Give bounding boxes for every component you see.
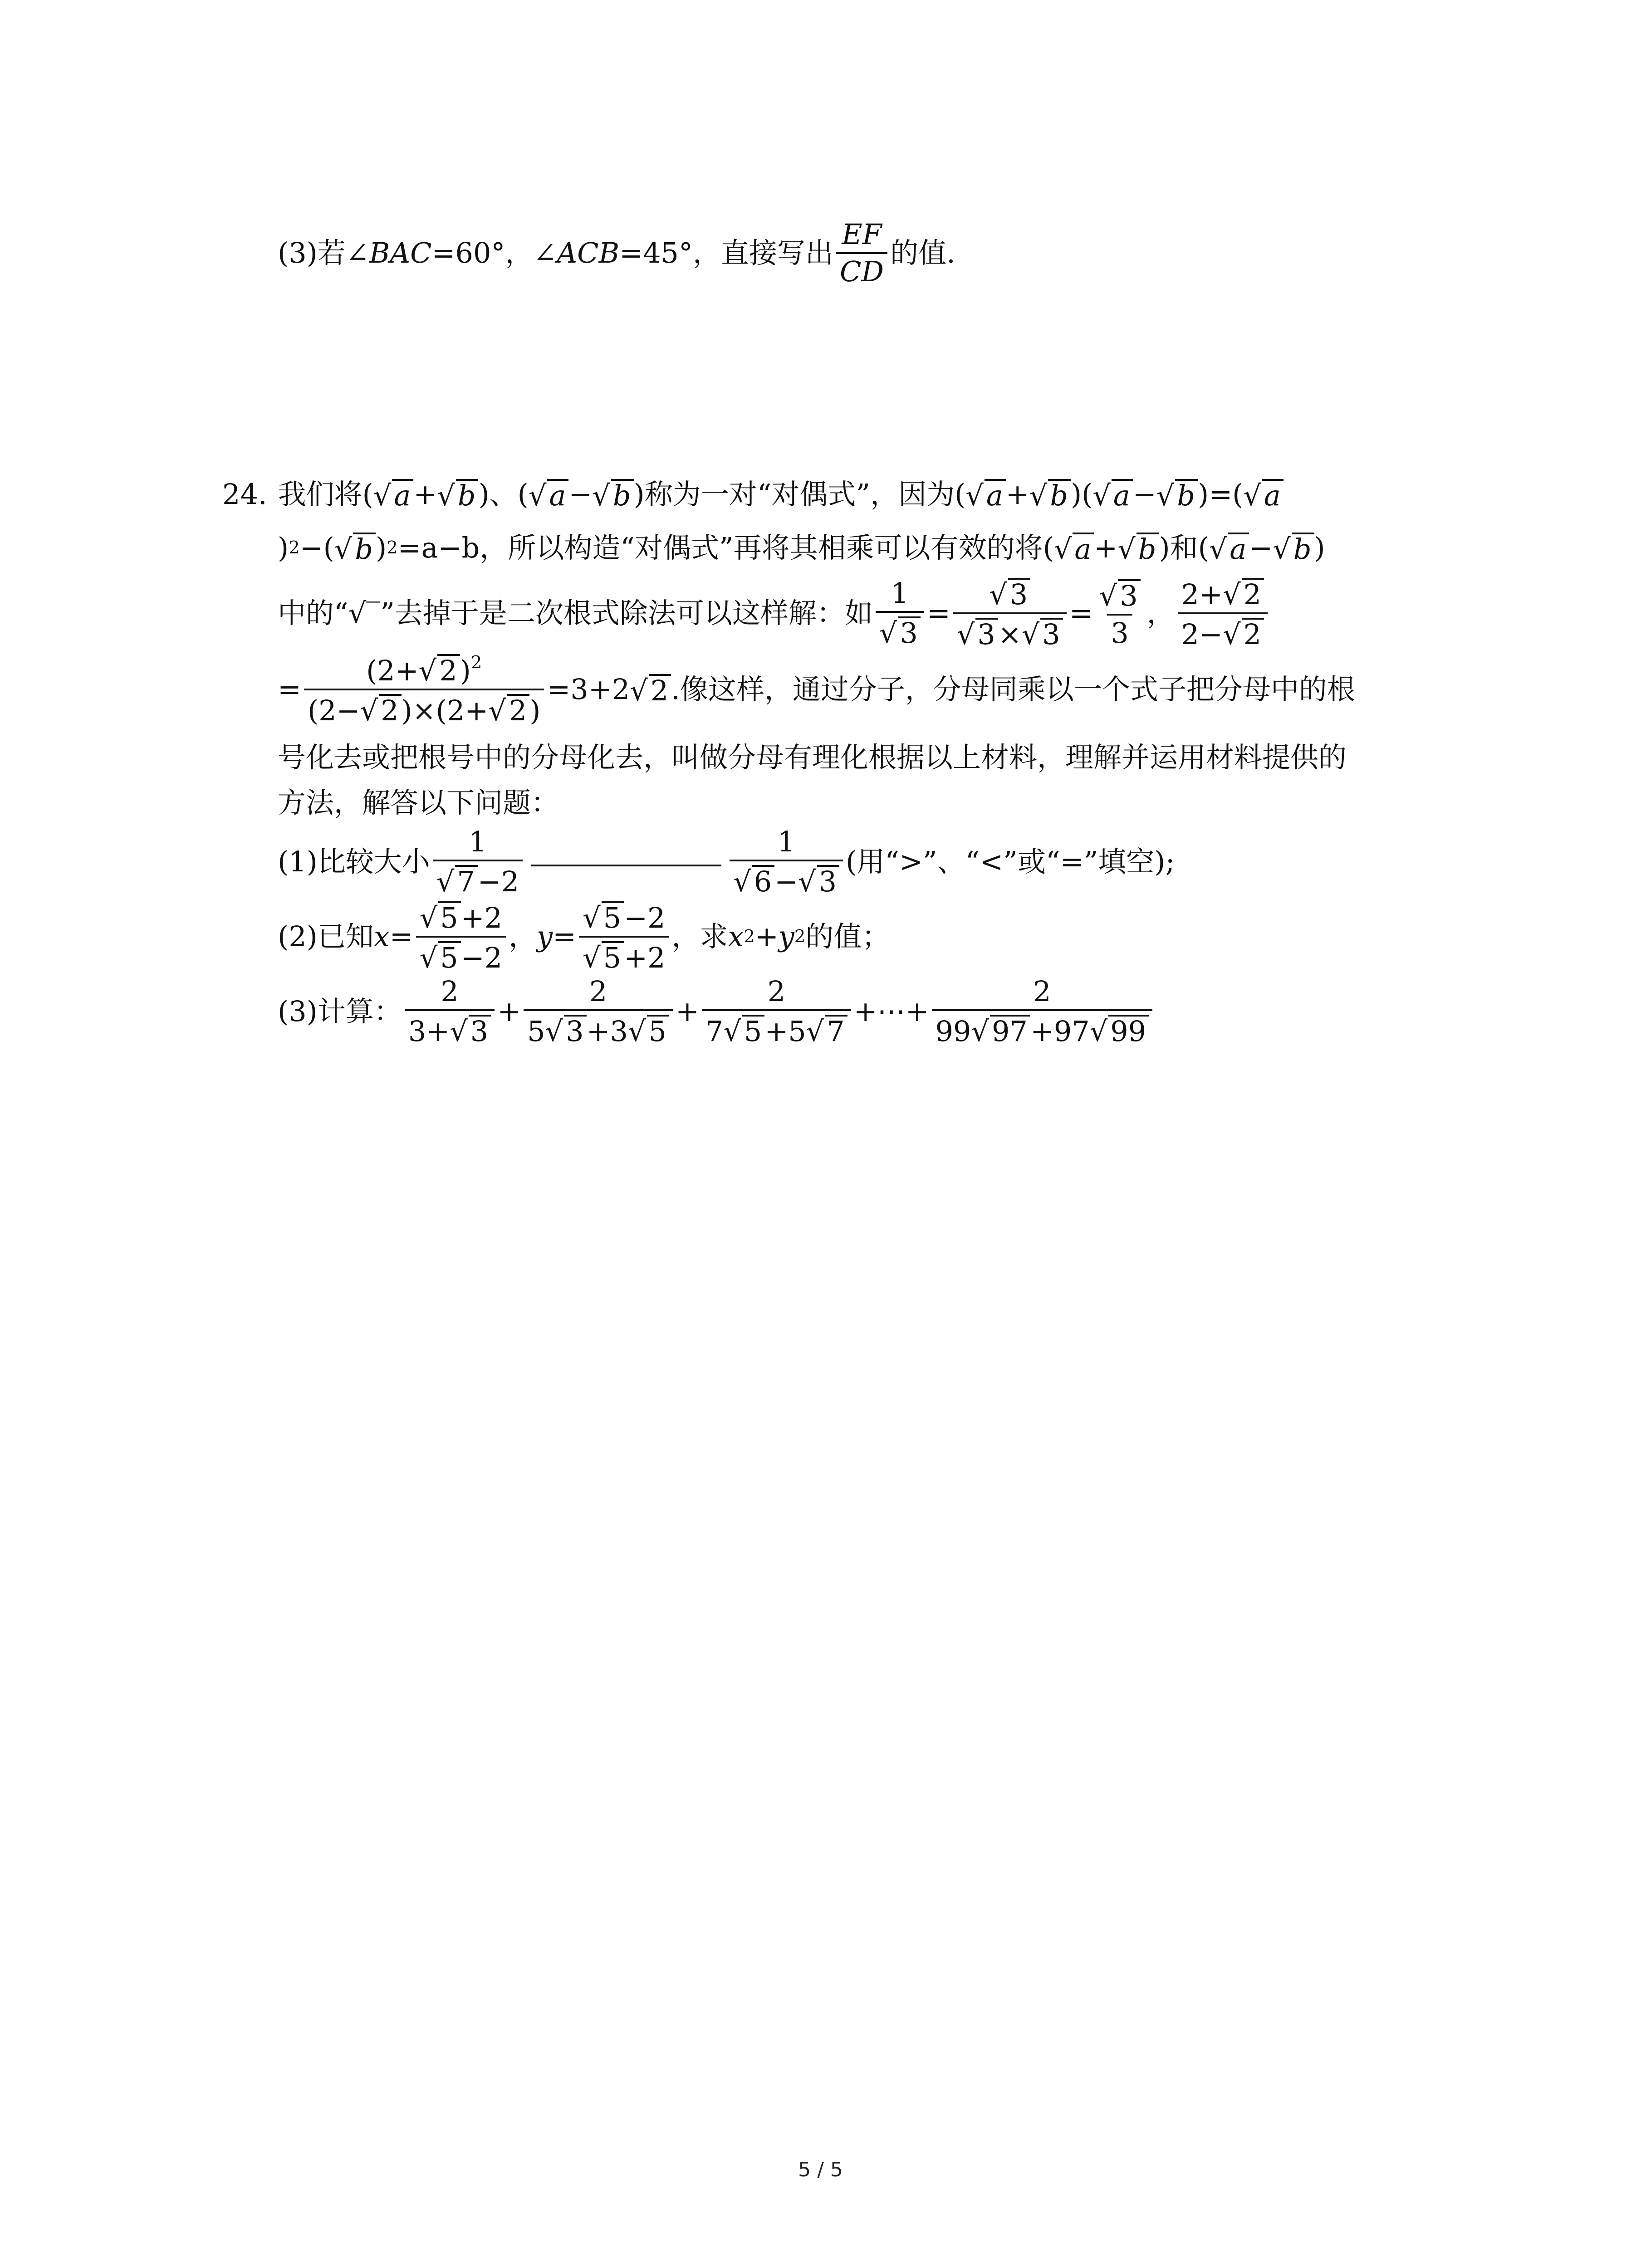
fraction-1-over-sqrt6-minus-sqrt3 [730,825,843,898]
q24-text: ) [278,531,289,564]
numerator: (2+ √ 2 )$^2$ [366,652,482,687]
fraction-y [579,901,669,972]
term: ) [529,694,541,727]
sqrt-b: √ b [1117,533,1159,563]
q24-part3 [278,971,1155,1052]
radicand: 6 [752,865,774,896]
radicand: a [392,479,413,510]
term: −2 [460,941,503,974]
operator: = [1069,596,1093,630]
radicand: 5 [647,1015,669,1046]
term: +2 [624,941,666,974]
operator: + [675,995,699,1028]
sqrt-b: √ b [1273,533,1314,563]
radicand: a [985,479,1006,510]
page-number: 5 / 5 [798,2158,843,2181]
radicand: a [1112,479,1133,510]
operator: + [1005,478,1029,511]
q24-text: .像这样，通过分子，分母同乘以一个式子把分母中的根 [671,673,1355,706]
radicand: 5 [742,1015,764,1046]
term: +97 [1030,1015,1090,1048]
radicand: 2 [649,674,671,705]
operator: − [568,478,593,511]
q24-line3 [278,572,1270,654]
fraction-2plus-sqrt2-over-2minus-sqrt2 [1178,578,1268,649]
radicand: b [456,479,479,510]
sqrt-a: √ a [1092,479,1132,510]
denominator: 99 √ 97 +97 √ 99 [932,1009,1153,1046]
numerator: 2 [441,975,459,1008]
q24-text: 的值； [805,920,890,953]
radicand: b [1292,533,1314,563]
q23-text: =45°，直接写出 [619,236,833,269]
numerator: 1 [777,825,795,858]
radicand: 2 [1242,618,1264,649]
q24-text: =a−b，所以构造“对偶式”再将其相乘可以有效的将( [397,531,1054,564]
answer-blank[interactable] [531,865,721,866]
term: (2− [307,694,360,727]
denominator: √ 3 × √ 3 [953,612,1067,649]
exponent: 2 [794,926,806,947]
operator: = [553,920,577,953]
q24-line1 [222,476,1283,513]
part-label: (2)已知 [278,920,374,953]
radicand: 2 [379,694,401,725]
term: −2 [624,901,666,934]
radicand: 3 [1008,578,1030,609]
term: −2 [477,865,519,898]
fraction-rationalization [304,654,544,725]
variable-y: y [778,920,794,953]
radicand: b [1175,479,1198,510]
operator: = [926,596,950,630]
radicand: 99 [1108,1015,1149,1046]
q23-text: 的值. [890,236,955,269]
exponent: 2 [289,537,300,558]
numerator: EF [842,218,882,251]
numerator: 2 [767,975,786,1008]
q24-text: ) [376,531,387,564]
radicand: 5 [602,941,624,972]
denominator: 5 √ 3 +3 √ 5 [524,1009,673,1046]
radicand: 3 [469,1015,491,1046]
operator: + [413,478,437,511]
denominator: √ 5 −2 [416,936,506,972]
denominator: √ 7 −2 [433,860,523,896]
question-number: 24. [222,478,267,511]
operator: × [998,618,1022,651]
numerator: 2 [589,975,607,1008]
q24-text: ，求 [671,920,728,953]
exponent: 2 [470,652,482,673]
numerator: 2 [1033,975,1051,1008]
q24-text: =3+2 [547,673,630,706]
q24-line6: 方法，解答以下问题： [278,786,559,819]
numerator: 1 [469,825,487,858]
variable-x: x [373,920,390,953]
operator: + [1094,531,1118,564]
radicand: b [611,479,634,510]
sqrt-a: √ a [965,479,1005,510]
denominator: √ 6 − √ 3 [730,860,843,896]
sqrt-a: √ a [529,479,568,510]
numerator: 2+ √ 2 [1178,578,1268,612]
angle-bac: BAC [369,236,432,269]
q24-line2 [278,530,1325,566]
operator: = [389,920,413,953]
denominator: 7 √ 5 +5 √ 7 [702,1009,851,1046]
radicand: a [1228,533,1249,563]
radicand: a [547,479,568,510]
sqrt-b: √ b [437,479,478,510]
radicand: 2 [1242,578,1264,609]
numerator: √ 5 +2 [419,901,503,934]
sqrt-b: √ b [334,533,376,563]
denominator: 3 [1107,614,1132,647]
operator: + [497,995,521,1028]
radicand: 97 [990,1015,1030,1046]
q23-text: =60°，∠ [431,236,557,269]
sqrt-a: √ a [373,479,413,510]
q24-text: 中的“√‾”去掉于是二次根式除法可以这样解：如 [278,596,873,630]
denominator: 2− √ 2 [1178,612,1268,649]
sqrt-a: √ a [1054,533,1094,563]
term-last [932,975,1153,1048]
radicand: a [1262,479,1283,510]
term-1 [405,975,495,1048]
term: (2+ [366,654,419,687]
variable-y: y [537,920,553,953]
denominator: (2− √ 2 )×(2+ √ 2 ) [304,689,544,725]
denominator: CD [836,252,887,286]
q23-part3 [278,212,955,294]
q24-line5: 号化去或把根号中的分母化去，叫做分母有理化根据以上材料，理解并运用材料提供的 [278,741,1347,774]
q24-part1 [278,821,1175,903]
q24-line4 [278,649,1355,730]
numerator: 1 [891,577,909,610]
operator: + [754,920,779,953]
radicand: b [1048,479,1071,510]
radicand: 2 [507,694,529,725]
fraction-1-over-sqrt7-minus-2 [433,825,523,898]
radicand: 5 [602,901,624,932]
radicand: 5 [438,901,460,932]
term-3 [702,975,851,1048]
term-2 [524,975,673,1048]
exponent: 2 [387,537,398,558]
variable-x: x [728,920,744,953]
sqrt-b: √ b [1156,479,1198,510]
numerator: √ 3 [985,578,1034,612]
sqrt-2: √ 2 [630,674,671,705]
fraction-sqrt3-over-3 [1096,579,1144,650]
q24-text: )=( [1198,478,1244,511]
operator: = [278,673,301,706]
fraction-1-over-sqrt3 [876,577,924,650]
term: +5 [764,1015,806,1048]
q24-text: 我们将( [278,478,373,511]
radicand: 3 [564,1015,586,1046]
angle-acb: ACB [557,236,620,269]
radicand: 3 [1040,618,1063,649]
exponent: 2 [744,926,755,947]
term: 7 [705,1015,724,1048]
part-label: (3)计算： [278,995,402,1028]
q24-text: (用“>”、“<”或“=”填空); [846,845,1175,878]
term: 99 [935,1015,971,1048]
radicand: 7 [455,865,477,896]
radicand: b [353,533,376,563]
fraction-x [416,901,506,972]
numerator: √ 5 −2 [583,901,666,934]
radicand: b [1136,533,1159,563]
radicand: 3 [975,618,998,649]
denominator: √ 5 +2 [579,936,669,972]
q24-text: )称为一对“对偶式”，因为( [633,478,966,511]
denominator: 3+ √ 3 [405,1009,495,1046]
operator: − [1249,531,1273,564]
sqrt-b: √ b [1029,479,1071,510]
numerator: √ 3 [1096,579,1144,614]
q24-text: ， [1146,596,1175,630]
sqrt-b: √ b [592,479,633,510]
q24-part2 [278,896,890,978]
term: 3+ [408,1015,450,1048]
part-label: (1)比较大小 [278,845,430,878]
radicand: 2 [437,654,460,685]
denominator: √ 3 [876,611,924,647]
radicand: 7 [825,1015,847,1046]
sqrt-a: √ a [1209,533,1249,563]
sqrt-a: √ a [1243,479,1283,510]
term: +3 [586,1015,628,1048]
term: 2− [1181,618,1223,651]
fraction-ef-cd [836,220,887,286]
q24-text: )( [1070,478,1093,511]
radicand: 5 [438,941,460,972]
operator: − [774,865,798,898]
q24-text: )和( [1159,531,1209,564]
term: 2+ [1181,578,1223,611]
radicand: 3 [817,865,839,896]
q24-text: )、( [478,478,529,511]
radicand: 3 [1118,579,1140,610]
term: 5 [527,1015,545,1048]
operator: +⋯+ [853,995,929,1028]
fraction-sqrt3-over-product [953,578,1067,649]
term: ) [460,654,471,687]
term: +2 [460,901,503,934]
q24-text: ) [1314,531,1325,564]
term: )×(2+ [401,694,489,727]
radicand: a [1073,533,1094,563]
operator: − [1132,478,1156,511]
q23-text: (3)若∠ [278,236,369,269]
q24-text: −( [299,531,334,564]
q24-text: ， [509,920,537,953]
radicand: 3 [898,616,920,647]
